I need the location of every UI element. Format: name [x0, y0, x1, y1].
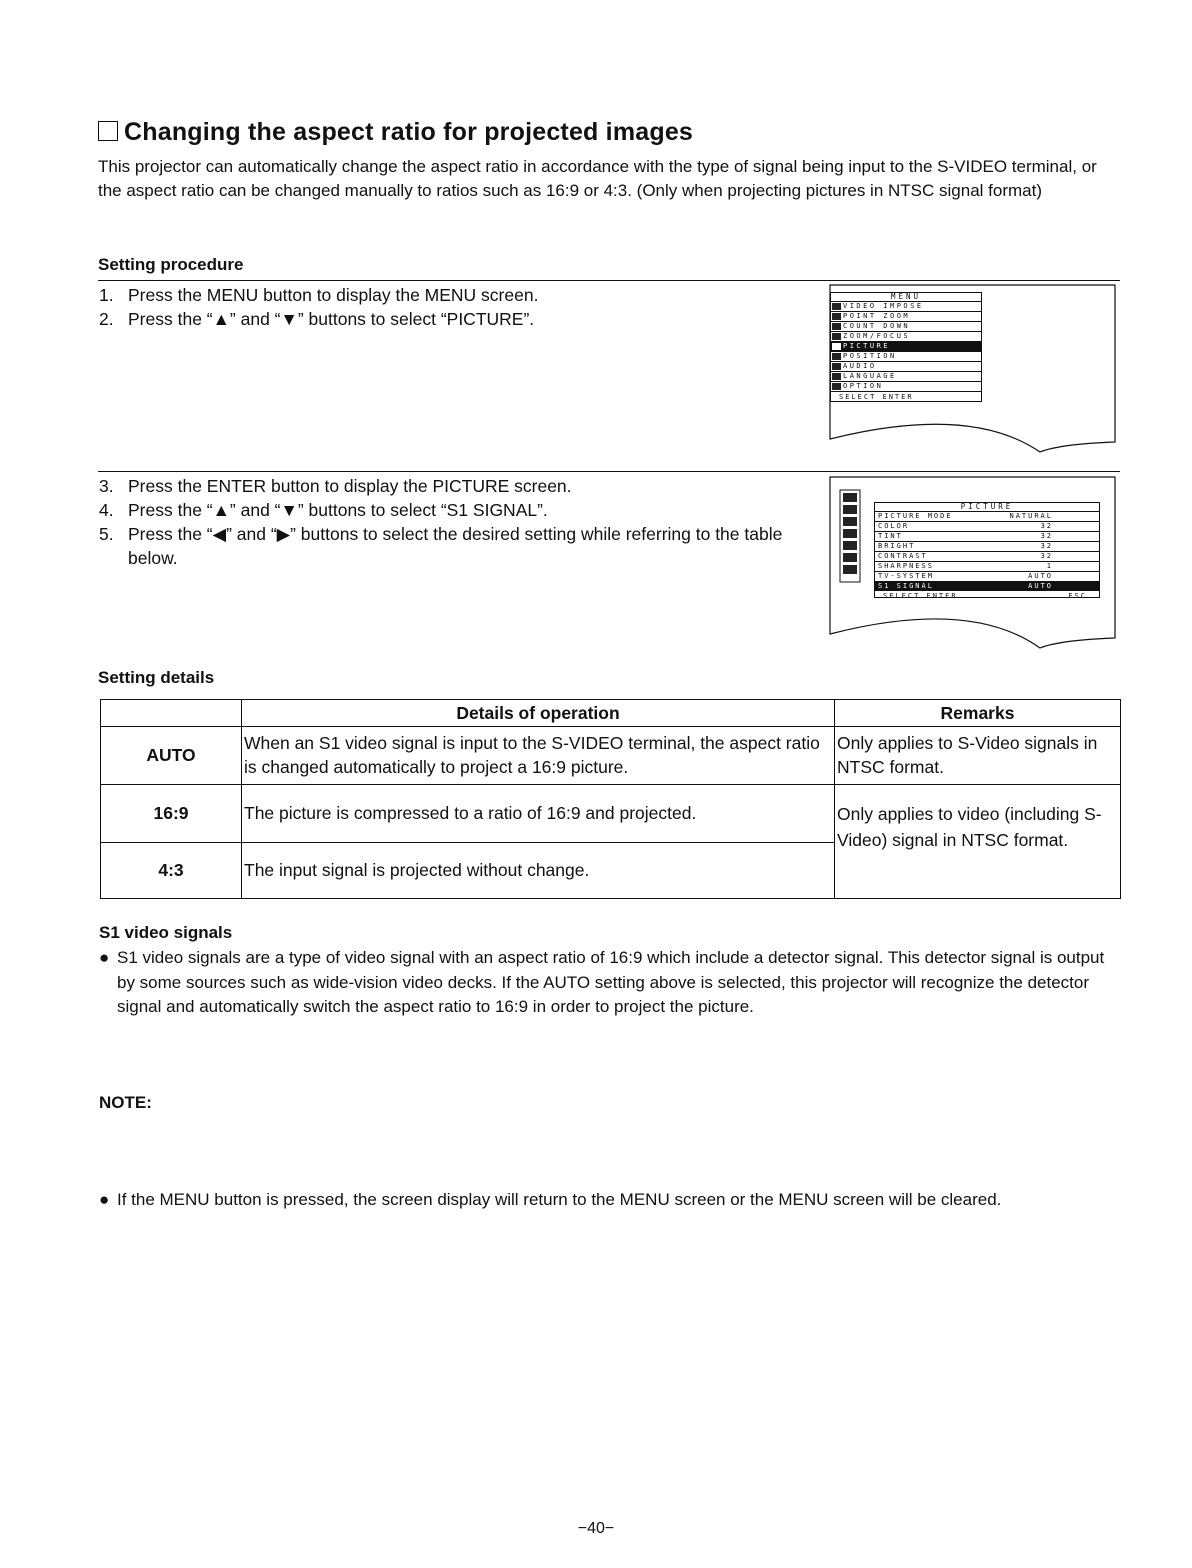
step-item — [99, 283, 799, 307]
picture-row-label: S1 SIGNAL — [878, 582, 934, 590]
step-number: 5. — [99, 524, 114, 544]
column-header: Details of operation — [242, 700, 835, 727]
step-number: 4. — [99, 500, 114, 520]
s1-bullet-text: S1 video signals are a type of video signal with an aspect ratio of 16:9 which include a detector signal. This detector signal is output by some sources such as wide-vision video decks. If the AUTO setting above is selected, this projector will recognize the detector signal and automatically switch the aspect ratio to 16:9 in order to project the picture. — [117, 948, 1105, 1016]
picture-row-value: 32 — [1040, 552, 1053, 560]
picture-footer-right: ESC — [1068, 592, 1087, 600]
setting-cell: AUTO — [101, 727, 242, 785]
details-cell: The picture is compressed to a ratio of 16:9 and projected. — [242, 785, 835, 843]
picture-row — [875, 551, 1099, 561]
picture-row-label: PICTURE MODE — [878, 512, 953, 520]
picture-row-value: 1 — [1046, 562, 1053, 570]
step-number: 1. — [99, 285, 114, 305]
picture-panel-title: PICTURE — [960, 502, 1014, 511]
menu-item-label: COUNT DOWN — [843, 322, 911, 330]
step-text: Press the “▲” and “▼” buttons to select “PICTURE”. — [128, 309, 535, 329]
menu-item-label: AUDIO — [843, 362, 877, 370]
menu-item-icon — [832, 303, 841, 310]
menu-item-icon — [832, 323, 841, 330]
picture-row-value: AUTO — [1028, 582, 1053, 590]
step-text: Press the “◀” and “▶” buttons to select the desired setting while referring to the table below. — [128, 524, 783, 568]
menu-item — [831, 311, 981, 321]
note-bullet-text: If the MENU button is pressed, the screen display will return to the MENU screen or the MENU screen will be cleared. — [117, 1189, 1002, 1209]
column-header: Remarks — [835, 700, 1121, 727]
picture-row — [875, 571, 1099, 581]
menu-item — [831, 361, 981, 371]
menu-item — [831, 381, 981, 391]
step-number: 2. — [99, 309, 114, 329]
menu-panel-footer: SELECT ENTER — [831, 391, 981, 402]
steps-list-1 — [99, 283, 799, 331]
s1-bullet — [97, 946, 1117, 1020]
note-bullet — [97, 1188, 1127, 1213]
picture-screen-illustration — [820, 476, 1120, 662]
menu-item-label: PICTURE — [843, 342, 891, 350]
table-header-row — [101, 700, 1121, 727]
divider — [98, 280, 1120, 281]
menu-item-label: VIDEO IMPOSE — [843, 302, 924, 310]
setting-details-heading: Setting details — [98, 668, 215, 687]
menu-item-icon — [832, 383, 841, 390]
picture-row — [875, 581, 1099, 591]
bullet-dot-icon: ● — [99, 1189, 110, 1209]
picture-row-value: 32 — [1040, 542, 1053, 550]
bullet-dot-icon: ● — [99, 948, 110, 967]
divider — [98, 471, 1120, 472]
picture-panel — [874, 502, 1100, 598]
details-cell: When an S1 video signal is input to the S-VIDEO terminal, the aspect ratio is changed automatically to project a 16:9 picture. — [242, 727, 835, 785]
picture-row-value: AUTO — [1028, 572, 1053, 580]
menu-item — [831, 351, 981, 361]
menu-item-label: ZOOM/FOCUS — [843, 332, 911, 340]
picture-row — [875, 541, 1099, 551]
picture-row-label: BRIGHT — [878, 542, 916, 550]
menu-item-label: POINT ZOOM — [843, 312, 911, 320]
picture-row-value: 32 — [1040, 522, 1053, 530]
s1-heading: S1 video signals — [99, 923, 233, 942]
setting-procedure-heading: Setting procedure — [98, 255, 244, 274]
menu-item-icon — [832, 373, 841, 380]
step-number: 3. — [99, 476, 114, 496]
picture-row-label: CONTRAST — [878, 552, 928, 560]
step-text: Press the “▲” and “▼” buttons to select “S1 SIGNAL”. — [128, 500, 548, 520]
table-row — [101, 727, 1121, 785]
picture-row-label: SHARPNESS — [878, 562, 934, 570]
menu-item — [831, 301, 981, 311]
picture-panel-footer — [875, 591, 1099, 601]
menu-item — [831, 321, 981, 331]
step-item — [99, 522, 819, 570]
menu-item-icon — [832, 343, 841, 350]
picture-row-label: TV-SYSTEM — [878, 572, 934, 580]
steps-list-2 — [99, 474, 819, 570]
menu-item-icon — [832, 313, 841, 320]
step-item — [99, 498, 819, 522]
picture-footer-left: SELECT ENTER — [883, 592, 958, 600]
picture-row-label: COLOR — [878, 522, 910, 530]
remarks-cell: Only applies to S-Video signals in NTSC format. — [835, 727, 1121, 785]
column-header — [101, 700, 242, 727]
menu-item-icon — [832, 363, 841, 370]
picture-row-value: NATURAL — [1009, 512, 1053, 520]
table-row — [101, 785, 1121, 843]
picture-row-value: 32 — [1040, 532, 1053, 540]
step-text: Press the ENTER button to display the PICTURE screen. — [128, 476, 572, 496]
menu-item-label: LANGUAGE — [843, 372, 897, 380]
setting-cell: 4:3 — [101, 843, 242, 899]
menu-item-icon — [832, 333, 841, 340]
remarks-cell: Only applies to video (including S-Video) signal in NTSC format. — [835, 785, 1121, 899]
menu-item-label: OPTION — [843, 382, 884, 390]
menu-item-icon — [832, 353, 841, 360]
picture-row — [875, 531, 1099, 541]
setting-cell: 16:9 — [101, 785, 242, 843]
menu-screen-illustration — [820, 284, 1120, 464]
picture-row — [875, 521, 1099, 531]
details-cell: The input signal is projected without change. — [242, 843, 835, 899]
picture-row — [875, 561, 1099, 571]
step-text: Press the MENU button to display the MENU screen. — [128, 285, 539, 305]
step-item — [99, 474, 819, 498]
menu-item — [831, 331, 981, 341]
intro-paragraph: This projector can automatically change the aspect ratio in accordance with the type of signal being input to the S-VIDEO terminal, or the aspect ratio can be changed manually to ratios such as 16:9 or 4:3. (Only when projecting pictures in NTSC signal format) — [98, 157, 1097, 200]
menu-item-label: POSITION — [843, 352, 897, 360]
picture-row-label: TINT — [878, 532, 903, 540]
settings-table — [100, 699, 1121, 899]
picture-row — [875, 511, 1099, 521]
menu-item — [831, 371, 981, 381]
square-bullet-icon — [98, 121, 118, 141]
menu-panel — [830, 292, 982, 402]
page-title — [98, 118, 693, 147]
page-title-text: Changing the aspect ratio for projected images — [124, 118, 694, 146]
menu-panel-title: MENU — [890, 292, 922, 301]
page-number: −40− — [577, 1520, 615, 1537]
note-heading: NOTE: — [99, 1093, 152, 1112]
step-item — [99, 307, 799, 331]
menu-item — [831, 341, 981, 351]
